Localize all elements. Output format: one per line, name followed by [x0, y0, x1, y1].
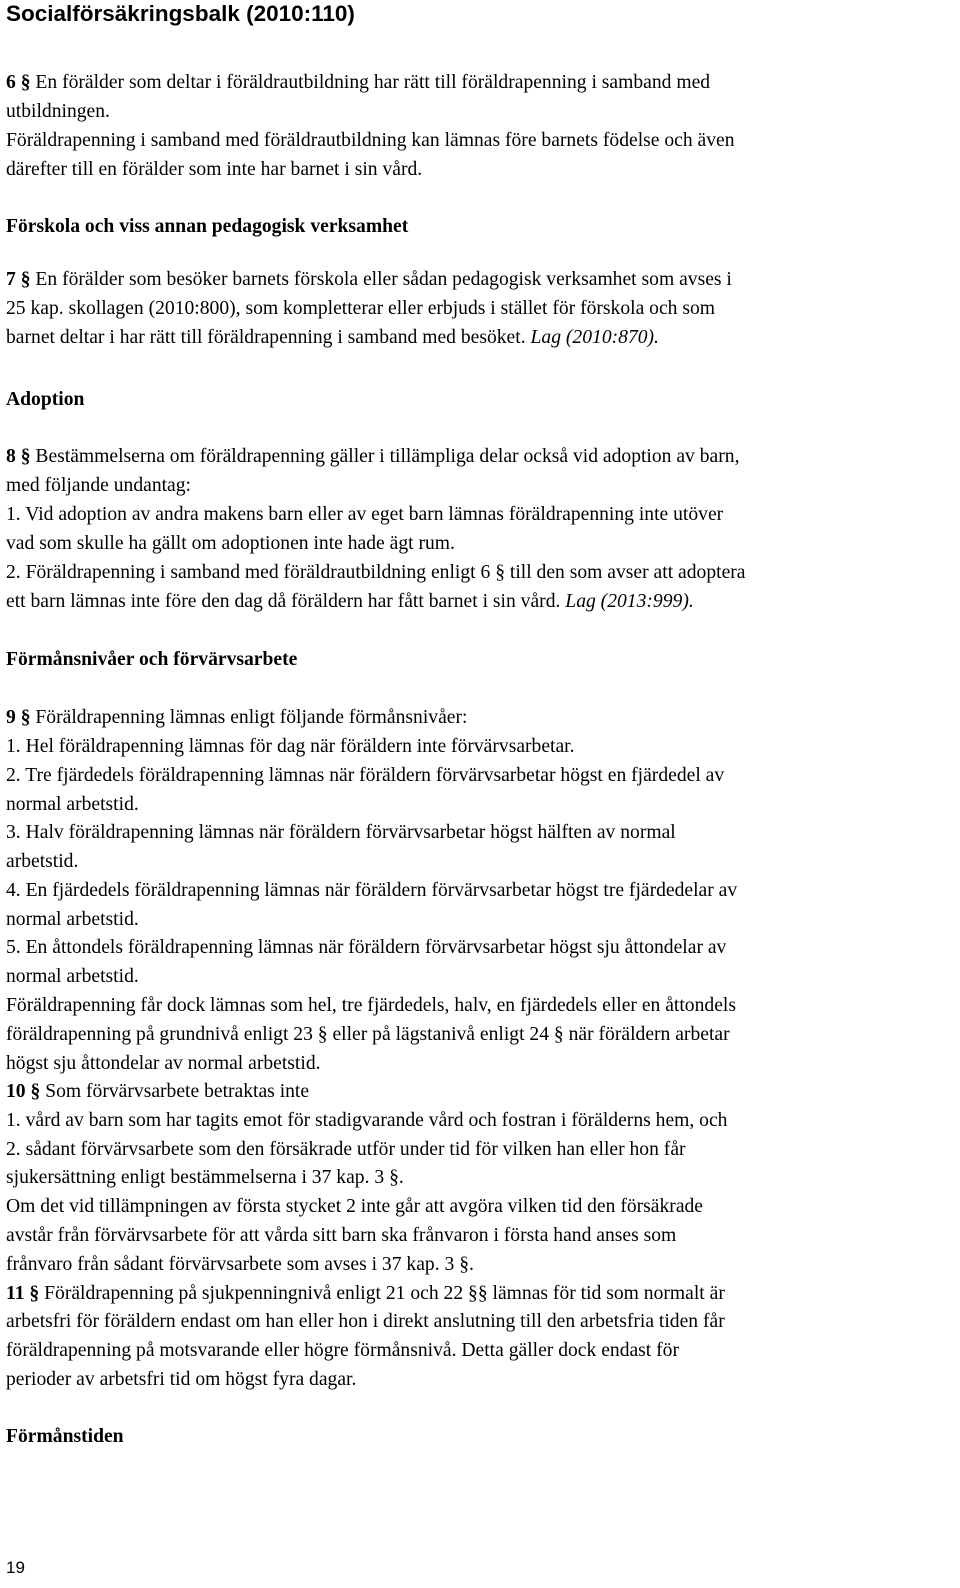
- section-9-line-1: 9 § Föräldrapenning lämnas enligt följande förmånsnivåer:: [6, 707, 468, 728]
- section-11-line-4: perioder av arbetsfri tid om högst fyra dagar.: [6, 1369, 357, 1390]
- section-9-line-11: Föräldrapenning får dock lämnas som hel, tre fjärdedels, halv, en fjärdedels eller en åttondels: [6, 995, 736, 1016]
- section-9-line-13: högst sju åttondelar av normal arbetstid.: [6, 1053, 321, 1074]
- section-8-line-4: vad som skulle ha gällt om adoptionen inte hade ägt rum.: [6, 533, 455, 554]
- document-title: Socialförsäkringsbalk (2010:110): [6, 1, 355, 26]
- section-number: 6 §: [6, 72, 31, 93]
- section-10-line-5: Om det vid tillämpningen av första stycket 2 inte går att avgöra vilken tid den försäkrade: [6, 1196, 704, 1217]
- section-10-line-6: avstår från förvärvsarbete för att vårda sitt barn ska frånvaron i första hand anses som: [6, 1225, 677, 1246]
- section-10-line-4: sjukersättning enligt bestämmelserna i 37 kap. 3 §.: [6, 1167, 404, 1188]
- section-10-line-3: 2. sådant förvärvsarbete som den försäkrade utför under tid för vilken han eller hon får: [6, 1139, 686, 1160]
- section-6-line-4: därefter till en förälder som inte har barnet i sin vård.: [6, 159, 423, 180]
- section-9-line-3: 2. Tre fjärdedels föräldrapenning lämnas när föräldern förvärvsarbetar högst en fjärdedel av: [6, 765, 725, 786]
- section-9-line-2: 1. Hel föräldrapenning lämnas för dag när föräldern inte förvärvsarbetar.: [6, 736, 575, 757]
- section-11-line-3: föräldrapenning på motsvarande eller högre förmånsnivå. Detta gäller dock endast för: [6, 1340, 679, 1361]
- section-number: 8 §: [6, 446, 31, 467]
- section-8-line-5: 2. Föräldrapenning i samband med föräldrautbildning enligt 6 § till den som avser att adoptera: [6, 562, 746, 583]
- heading-forskola: Förskola och viss annan pedagogisk verksamhet: [6, 216, 409, 237]
- section-9-line-12: föräldrapenning på grundnivå enligt 23 § eller på lägstanivå enligt 24 § när föräldern arbetar: [6, 1024, 730, 1045]
- section-7-line-3: barnet deltar i har rätt till föräldrapenning i samband med besöket. Lag (2010:870).: [6, 327, 659, 348]
- heading-formansnivaer: Förmånsnivåer och förvärvsarbete: [6, 649, 298, 670]
- section-8-line-2: med följande undantag:: [6, 475, 191, 496]
- section-6-line-3: Föräldrapenning i samband med föräldrautbildning kan lämnas före barnets födelse och även: [6, 130, 735, 151]
- section-number: 9 §: [6, 707, 31, 728]
- section-10-line-1: 10 § Som förvärvsarbete betraktas inte: [6, 1081, 310, 1102]
- section-8-line-1: 8 § Bestämmelserna om föräldrapenning gäller i tillämpliga delar också vid adoption av barn,: [6, 446, 740, 467]
- section-6-line-1: 6 § En förälder som deltar i föräldrautbildning har rätt till föräldrapenning i samband med: [6, 72, 711, 93]
- section-6-line-2: utbildningen.: [6, 101, 110, 122]
- page-number: 19: [6, 1558, 25, 1577]
- section-9-line-8: normal arbetstid.: [6, 909, 139, 930]
- section-9-line-4: normal arbetstid.: [6, 794, 139, 815]
- section-10-line-7: frånvaro från sådant förvärvsarbete som avses i 37 kap. 3 §.: [6, 1254, 474, 1275]
- section-8-line-6: ett barn lämnas inte före den dag då föräldern har fått barnet i sin vård. Lag (2013:999).: [6, 591, 694, 612]
- section-11-line-1: 11 § Föräldrapenning på sjukpenningnivå enligt 21 och 22 §§ lämnas för tid som normalt är: [6, 1283, 725, 1304]
- section-7-line-2: 25 kap. skollagen (2010:800), som kompletterar eller erbjuds i stället för förskola och som: [6, 298, 716, 319]
- section-9-line-10: normal arbetstid.: [6, 966, 139, 987]
- section-7-line-1: 7 § En förälder som besöker barnets förskola eller sådan pedagogisk verksamhet som avses i: [6, 269, 732, 290]
- section-9-line-5: 3. Halv föräldrapenning lämnas när föräldern förvärvsarbetar högst hälften av normal: [6, 822, 676, 843]
- section-9-line-7: 4. En fjärdedels föräldrapenning lämnas när föräldern förvärvsarbetar högst tre fjärdedelar av: [6, 880, 738, 901]
- section-11-line-2: arbetsfri för föräldern endast om han eller hon i direkt anslutning till den arbetsfria tiden får: [6, 1311, 725, 1332]
- section-number: 11 §: [6, 1283, 40, 1304]
- section-10-line-2: 1. vård av barn som har tagits emot för stadigvarande vård och fostran i förälderns hem, och: [6, 1110, 728, 1131]
- section-8-line-3: 1. Vid adoption av andra makens barn eller av eget barn lämnas föräldrapenning inte utöver: [6, 504, 724, 525]
- law-reference: Lag (2010:870).: [530, 327, 659, 348]
- section-9-line-9: 5. En åttondels föräldrapenning lämnas när föräldern förvärvsarbetar högst sju åttondelar av: [6, 937, 727, 958]
- heading-formanstiden: Förmånstiden: [6, 1426, 124, 1447]
- section-9-line-6: arbetstid.: [6, 851, 79, 872]
- section-number: 10 §: [6, 1081, 41, 1102]
- section-number: 7 §: [6, 269, 31, 290]
- heading-adoption: Adoption: [6, 389, 85, 410]
- law-reference: Lag (2013:999).: [565, 591, 694, 612]
